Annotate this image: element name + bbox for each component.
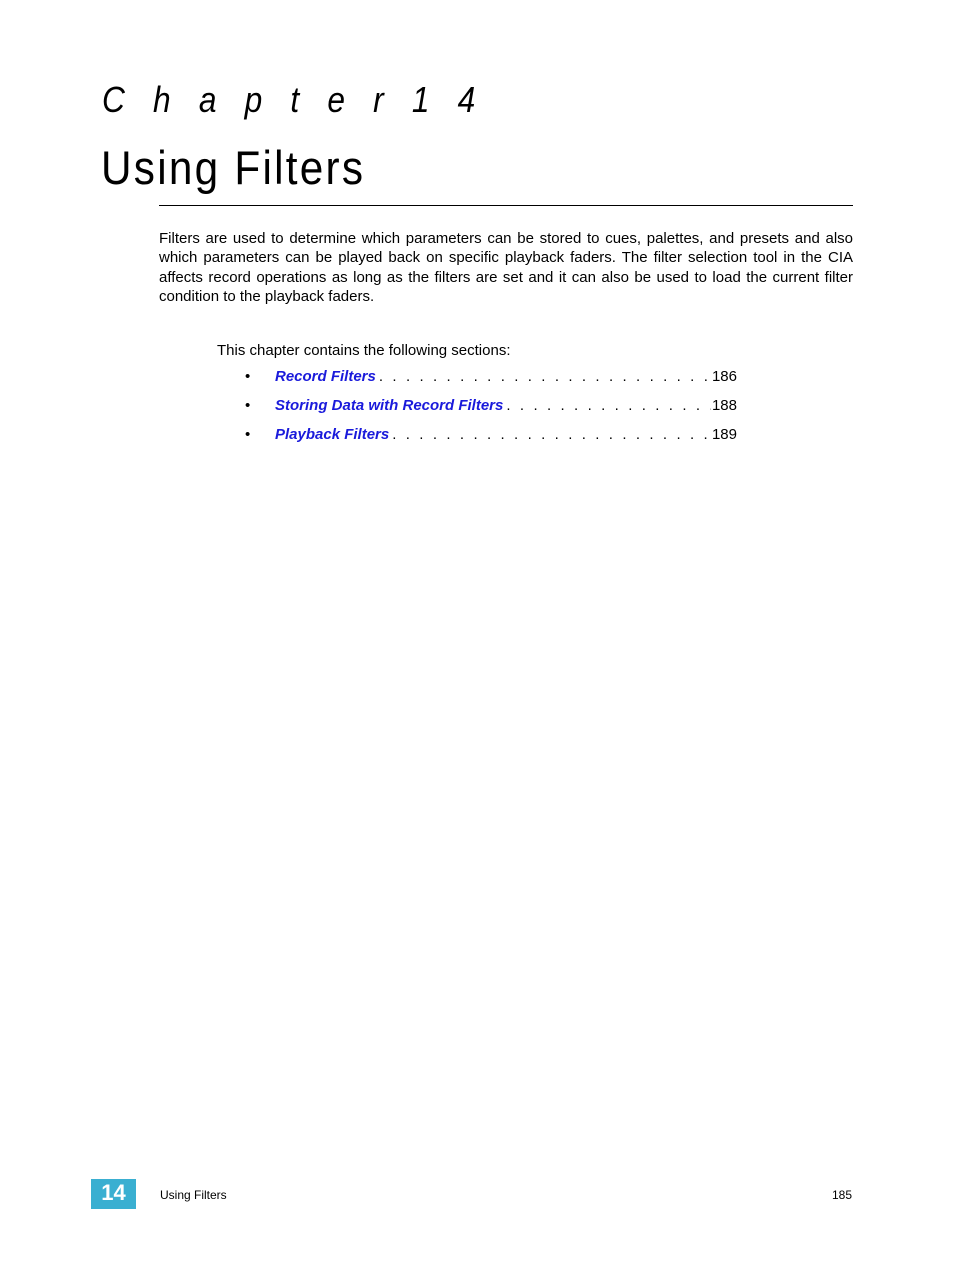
dot-leader: [379, 367, 711, 387]
bullet: •: [245, 397, 251, 414]
chapter-label: C h a p t e r 1 4: [102, 79, 485, 120]
section-link-record-filters[interactable]: Record Filters: [275, 368, 376, 385]
section-list-item: [245, 425, 737, 454]
section-link-playback-filters[interactable]: Playback Filters: [275, 426, 390, 443]
bullet: •: [245, 426, 251, 443]
footer-chapter-tab: 14: [91, 1179, 136, 1209]
toc-entry: [275, 396, 737, 416]
section-list: [245, 367, 737, 454]
section-link-storing-data[interactable]: Storing Data with Record Filters: [275, 397, 504, 414]
section-page-number: 186: [711, 368, 737, 385]
section-list-item: [245, 396, 737, 425]
toc-entry: [275, 425, 737, 445]
sections-heading: This chapter contains the following sections:: [217, 342, 511, 359]
bullet: •: [245, 368, 251, 385]
dot-leader: [506, 396, 711, 416]
section-list-item: [245, 367, 737, 396]
toc-entry: [275, 367, 737, 387]
chapter-title: Using Filters: [101, 141, 366, 194]
section-page-number: 189: [711, 426, 737, 443]
dot-leader: [392, 425, 711, 445]
footer-page-number: 185: [831, 1188, 852, 1202]
footer-chapter-name: Using Filters: [160, 1188, 227, 1202]
intro-paragraph: Filters are used to determine which parameters can be stored to cues, palettes, and presets and also which parameters can be played back on specific playback faders. The filter selection tool in the CIA affects record operations as long as the filters are set and it can also be used to load the current filter condition to the playback faders.: [159, 230, 853, 305]
title-divider: [159, 205, 853, 206]
section-page-number: 188: [711, 397, 737, 414]
